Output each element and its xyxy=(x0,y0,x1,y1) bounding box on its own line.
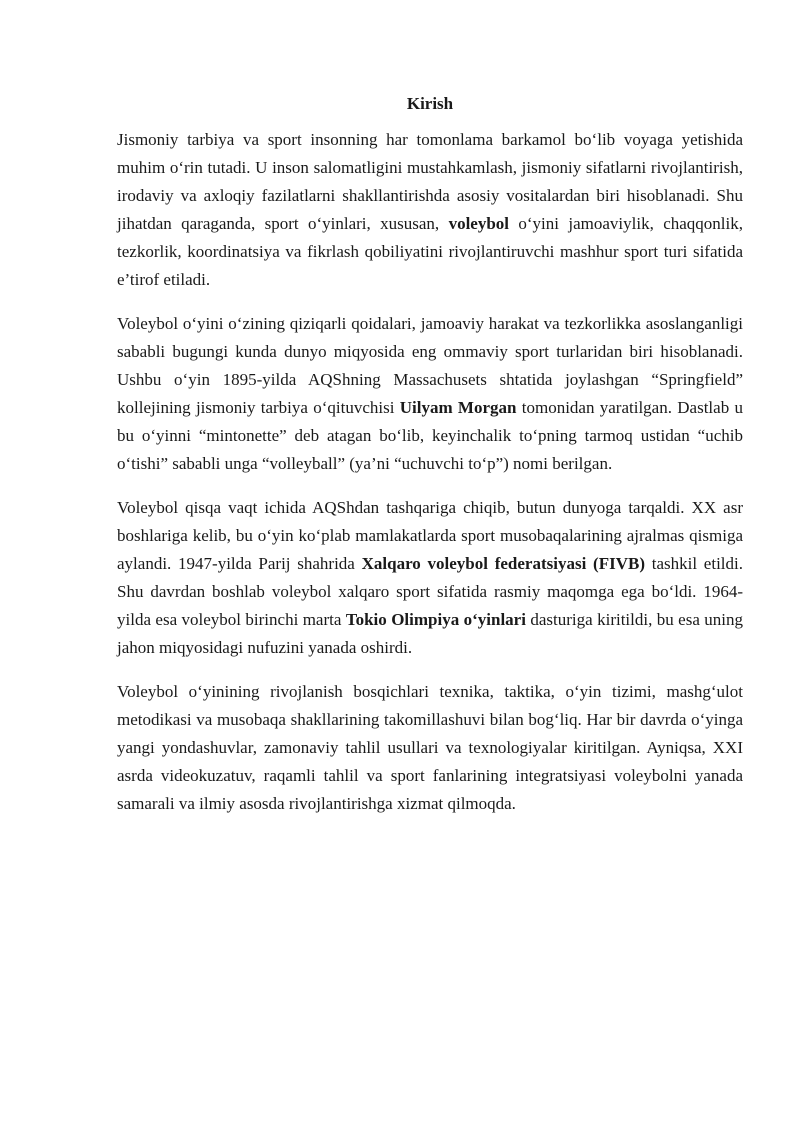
paragraph-4 xyxy=(117,678,743,818)
text-run: Voleybol qisqa vaqt ichida AQShdan tashqariga chiqib, butun dunyoga tarqaldi. XX asr boshlariga kelib, bu o‘yin ko‘plab mamlakatlarda sport musobaqalarining ajralmas qismiga aylandi. 1947-yilda Parij shahrida xyxy=(117,498,743,573)
paragraph-2 xyxy=(117,310,743,478)
document-page xyxy=(117,92,743,834)
page-title: Kirish xyxy=(406,94,454,113)
bold-term-fivb: Xalqaro voleybol federatsiyasi (FIVB) xyxy=(361,554,645,573)
text-run: o‘yini jamoaviylik, chaqqonlik, tezkorlik, koordinatsiya va fikrlash qobiliyatini rivojlantiruvchi mashhur sport turi sifatida e’tirof etiladi. xyxy=(117,214,743,289)
bold-term-voleybol: voleybol xyxy=(448,214,510,233)
paragraph-3 xyxy=(117,494,743,662)
text-run: Voleybol o‘yinining rivojlanish bosqichlari texnika, taktika, o‘yin tizimi, mashg‘ulot metodikasi va musobaqa shakllarining takomillashuvi bilan bog‘liq. Har bir davrda o‘yinga yangi yondashuvlar, zamonaviy tahlil usullari va texnologiyalar kiritilgan. Ayniqsa, XXI asrda videokuzatuv, raqamli tahlil va sport fanlarining integratsiyasi voleybolni yanada samarali va ilmiy asosda rivojlantirishga xizmat qilmoqda. xyxy=(117,682,743,813)
text-run: Jismoniy tarbiya va sport insonning har tomonlama barkamol bo‘lib voyaga yetishida muhim o‘rin tutadi. U inson salomatligini mustahkamlash, jismoniy sifatlarni rivojlantirish, irodaviy va axloqiy fazilatlarni shakllantirishda asosiy vositalardan biri hisoblanadi. Shu jihatdan qaraganda, sport o‘yinlari, xususan, xyxy=(117,130,743,233)
text-run: Voleybol o‘yini o‘zining qiziqarli qoidalari, jamoaviy harakat va tezkorlikka asoslanganligi sababli bugungi kunda dunyo miqyosida eng ommaviy sport turlaridan biri hisoblanadi. Ushbu o‘yin 1895-yilda AQShning Massachusets shtatida joylashgan “Springfield” kollejining jismoniy tarbiya o‘qituvchisi xyxy=(117,314,743,417)
text-run: tomonidan yaratilgan. Dastlab u bu o‘yinni “mintonette” deb atagan bo‘lib, keyinchalik to‘pning tarmoq ustidan “uchib o‘tishi” sababli unga “volleyball” (ya’ni “uchuvchi to‘p”) nomi berilgan. xyxy=(117,398,743,473)
text-run: dasturiga kiritildi, bu esa uning jahon miqyosidagi nufuzini yanada oshirdi. xyxy=(117,610,744,657)
text-run: tashkil etildi. Shu davrdan boshlab voleybol xalqaro sport sifatida rasmiy maqomga ega bo‘ldi. 1964-yilda esa voleybol birinchi marta xyxy=(117,554,743,629)
bold-term-tokio-olimpiya: Tokio Olimpiya o‘yinlari xyxy=(345,610,526,629)
paragraph-1 xyxy=(117,126,743,294)
bold-term-uilyam-morgan: Uilyam Morgan xyxy=(399,398,517,417)
